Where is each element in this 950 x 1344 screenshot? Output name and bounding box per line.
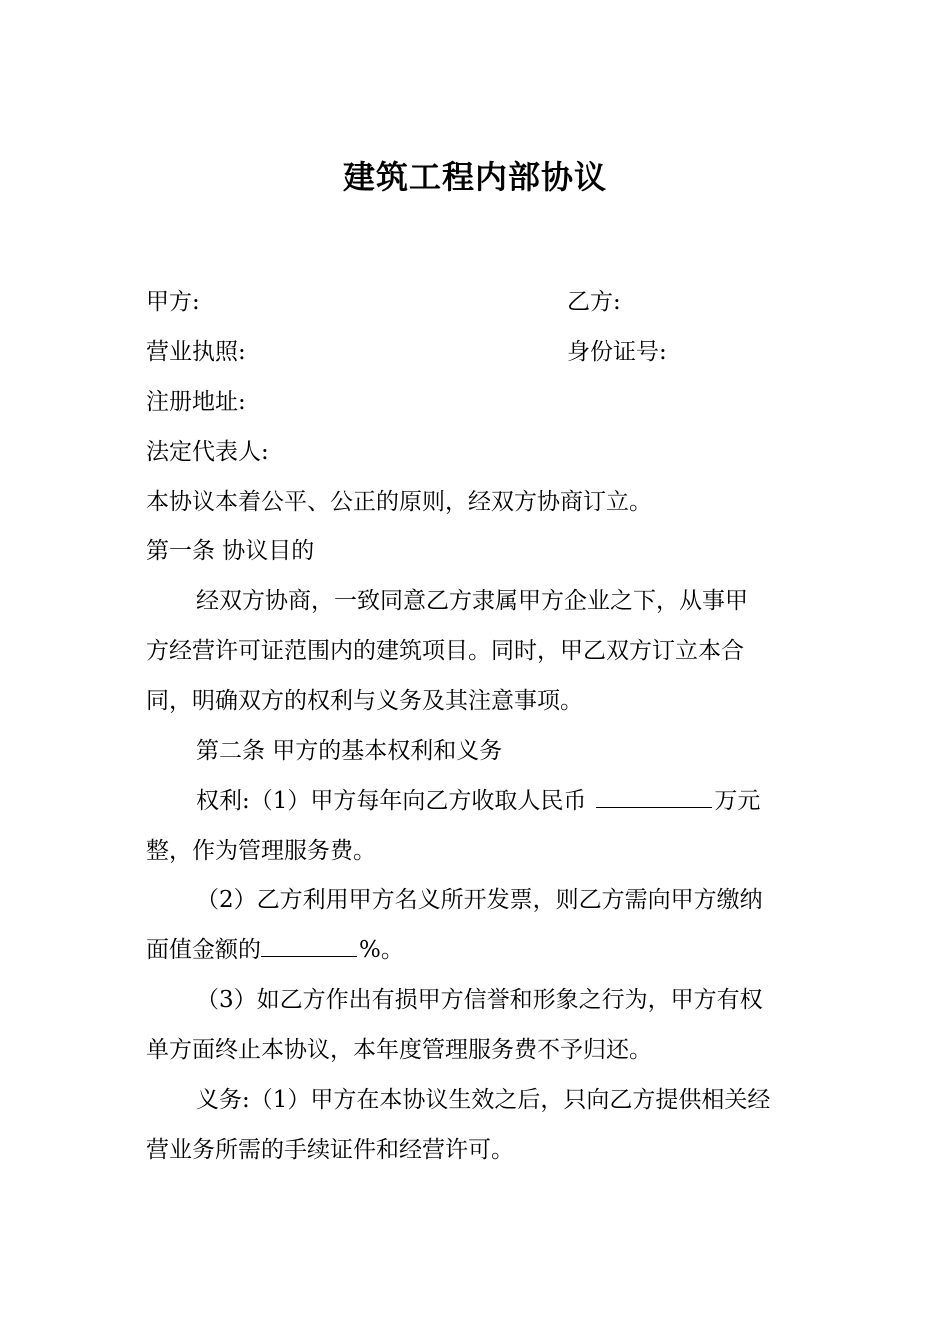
business-license-label: 营业执照: bbox=[146, 339, 246, 365]
id-number-label: 身份证号: bbox=[567, 339, 667, 365]
party-a-label: 甲方: bbox=[146, 289, 200, 315]
rights-3-line2: 单方面终止本协议，本年度管理服务费不予归还。 bbox=[146, 1037, 652, 1063]
rights-2-prefix: 面值金额的 bbox=[146, 937, 261, 963]
rights-1-cont: 整，作为管理服务费。 bbox=[146, 838, 376, 864]
rights-2-line2 bbox=[146, 932, 404, 968]
rights-1-line bbox=[196, 783, 760, 819]
rights-2-suffix: %。 bbox=[359, 937, 404, 963]
amount-blank bbox=[596, 785, 712, 808]
registered-address-label: 注册地址: bbox=[146, 389, 246, 415]
rights-1-prefix: 权利:（1）甲方每年向乙方收取人民币 bbox=[196, 788, 587, 814]
preamble: 本协议本着公平、公正的原则，经双方协商订立。 bbox=[146, 489, 652, 515]
rights-1-suffix: 万元 bbox=[714, 788, 761, 814]
percent-blank bbox=[261, 934, 357, 957]
rights-3-line1: （3）如乙方作出有损甲方信誉和形象之行为，甲方有权 bbox=[196, 987, 763, 1013]
rights-2-line1: （2）乙方利用甲方名义所开发票，则乙方需向甲方缴纳 bbox=[196, 887, 763, 913]
document-title: 建筑工程内部协议 bbox=[342, 158, 607, 196]
duty-1-line2: 营业务所需的手续证件和经营许可。 bbox=[146, 1137, 514, 1163]
article1-line: 方经营许可证范围内的建筑项目。同时，甲乙双方订立本合 bbox=[146, 638, 744, 664]
party-b-label: 乙方: bbox=[567, 289, 621, 315]
legal-rep-label: 法定代表人: bbox=[146, 439, 269, 465]
article2-heading: 第二条 甲方的基本权利和义务 bbox=[196, 738, 503, 764]
article1-line: 经双方协商，一致同意乙方隶属甲方企业之下，从事甲 bbox=[196, 588, 748, 614]
duty-1-line1: 义务:（1）甲方在本协议生效之后，只向乙方提供相关经 bbox=[196, 1087, 771, 1113]
article1-line: 同，明确双方的权利与义务及其注意事项。 bbox=[146, 688, 583, 714]
article1-heading: 第一条 协议目的 bbox=[146, 538, 315, 564]
